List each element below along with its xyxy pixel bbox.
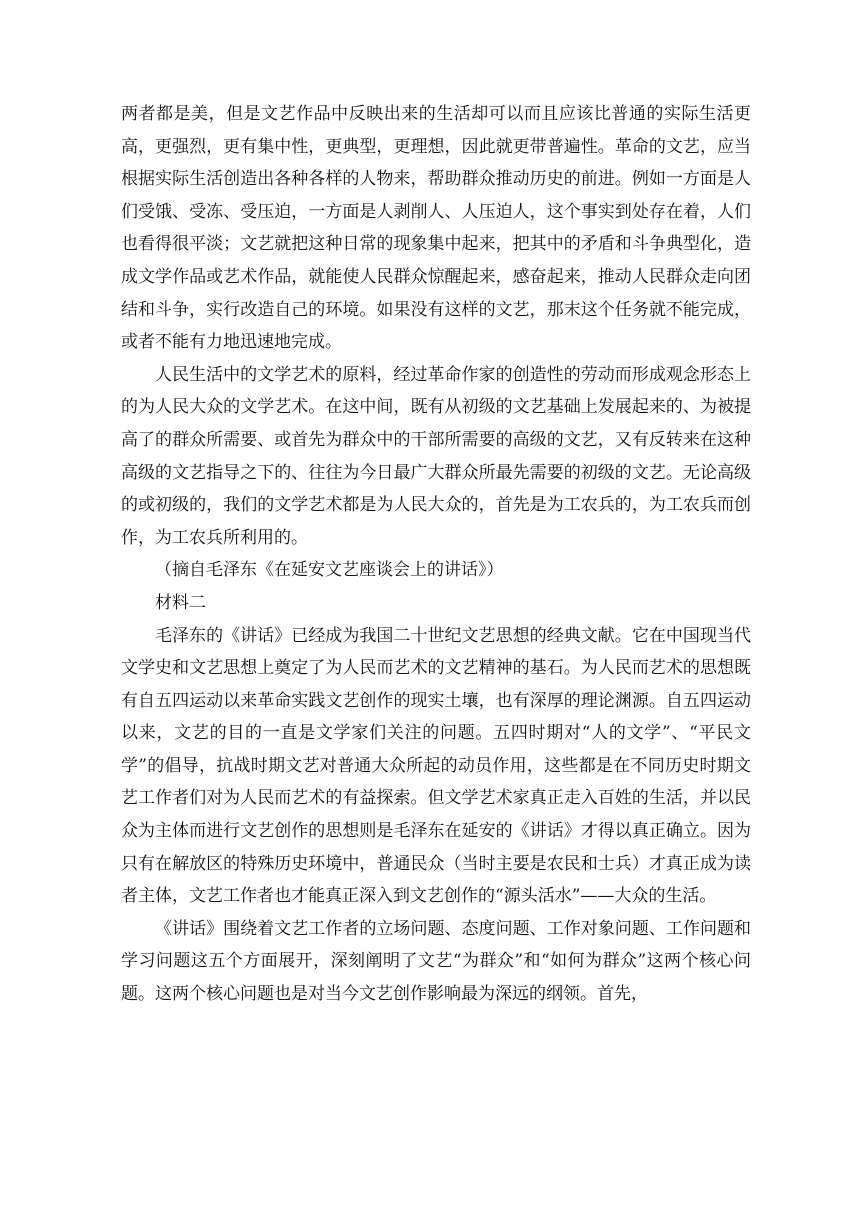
source-citation: （摘自毛泽东《在延安文艺座谈会上的讲话》） [155,560,504,581]
section-heading-material-two: 材料二 [155,592,206,613]
document-body [121,98,751,1011]
paragraph-continuation: 两者都是美，但是文艺作品中反映出来的生活却可以而且应该比普通的实际生活更高，更强烈，更有集中性，更典型，更理想，因此就更带普遍性。革命的文艺，应当根据实际生活创造出各种各样的人物来，帮助群众推动历史的前进。例如一方面是人们受饿、受冻、受压迫，一方面是人剥削人、人压迫人，这个事实到处存在着，人们也看得很平淡；文艺就把这种日常的现象集中起来，把其中的矛盾和斗争典型化，造成文学作品或艺术作品，就能使人民群众惊醒起来，感奋起来，推动人民群众走向团结和斗争，实行改造自己的环境。如果没有这样的文艺，那末这个任务就不能完成，或者不能有力地迅速地完成。 [121,104,751,353]
paragraph-talks-classic-document: 毛泽东的《讲话》已经成为我国二十世纪文艺思想的经典文献。它在中国现当代文学史和文艺思想上奠定了为人民而艺术的文艺精神的基石。为人民而艺术的思想既有自五四运动以来革命实践文艺创作的现实土壤，也有深厚的理论渊源。自五四运动以来，文艺的目的一直是文学家们关注的问题。五四时期对“人的文学”、“平民文学”的倡导，抗战时期文艺对普通大众所起的动员作用，这些都是在不同历史时期文艺工作者们对为人民而艺术的有益探索。但文学艺术家真正走入百姓的生活，并以民众为主体而进行文艺创作的思想则是毛泽东在延安的《讲话》才得以真正确立。因为只有在解放区的特殊历史环境中，普通民众（当时主要是农民和士兵）才真正成为读者主体，文艺工作者也才能真正深入到文艺创作的“源头活水”——大众的生活。 [121,625,751,907]
paragraph-talks-five-issues: 《讲话》围绕着文艺工作者的立场问题、态度问题、工作对象问题、工作问题和学习问题这五个方面展开，深刻阐明了文艺“为群众”和“如何为群众”这两个核心问题。这两个核心问题也是对当今文艺创作影响最为深远的纲领。首先， [121,918,751,1005]
paragraph-literary-raw-material: 人民生活中的文学艺术的原料，经过革命作家的创造性的劳动而形成观念形态上的为人民大众的文学艺术。在这中间，既有从初级的文艺基础上发展起来的、为被提高了的群众所需要、或首先为群众中的干部所需要的高级的文艺，又有反转来在这种高级的文艺指导之下的、往往为今日最广大群众所最先需要的初级的文艺。无论高级的或初级的，我们的文学艺术都是为人民大众的，首先是为工农兵的，为工农兵而创作，为工农兵所利用的。 [121,364,751,548]
